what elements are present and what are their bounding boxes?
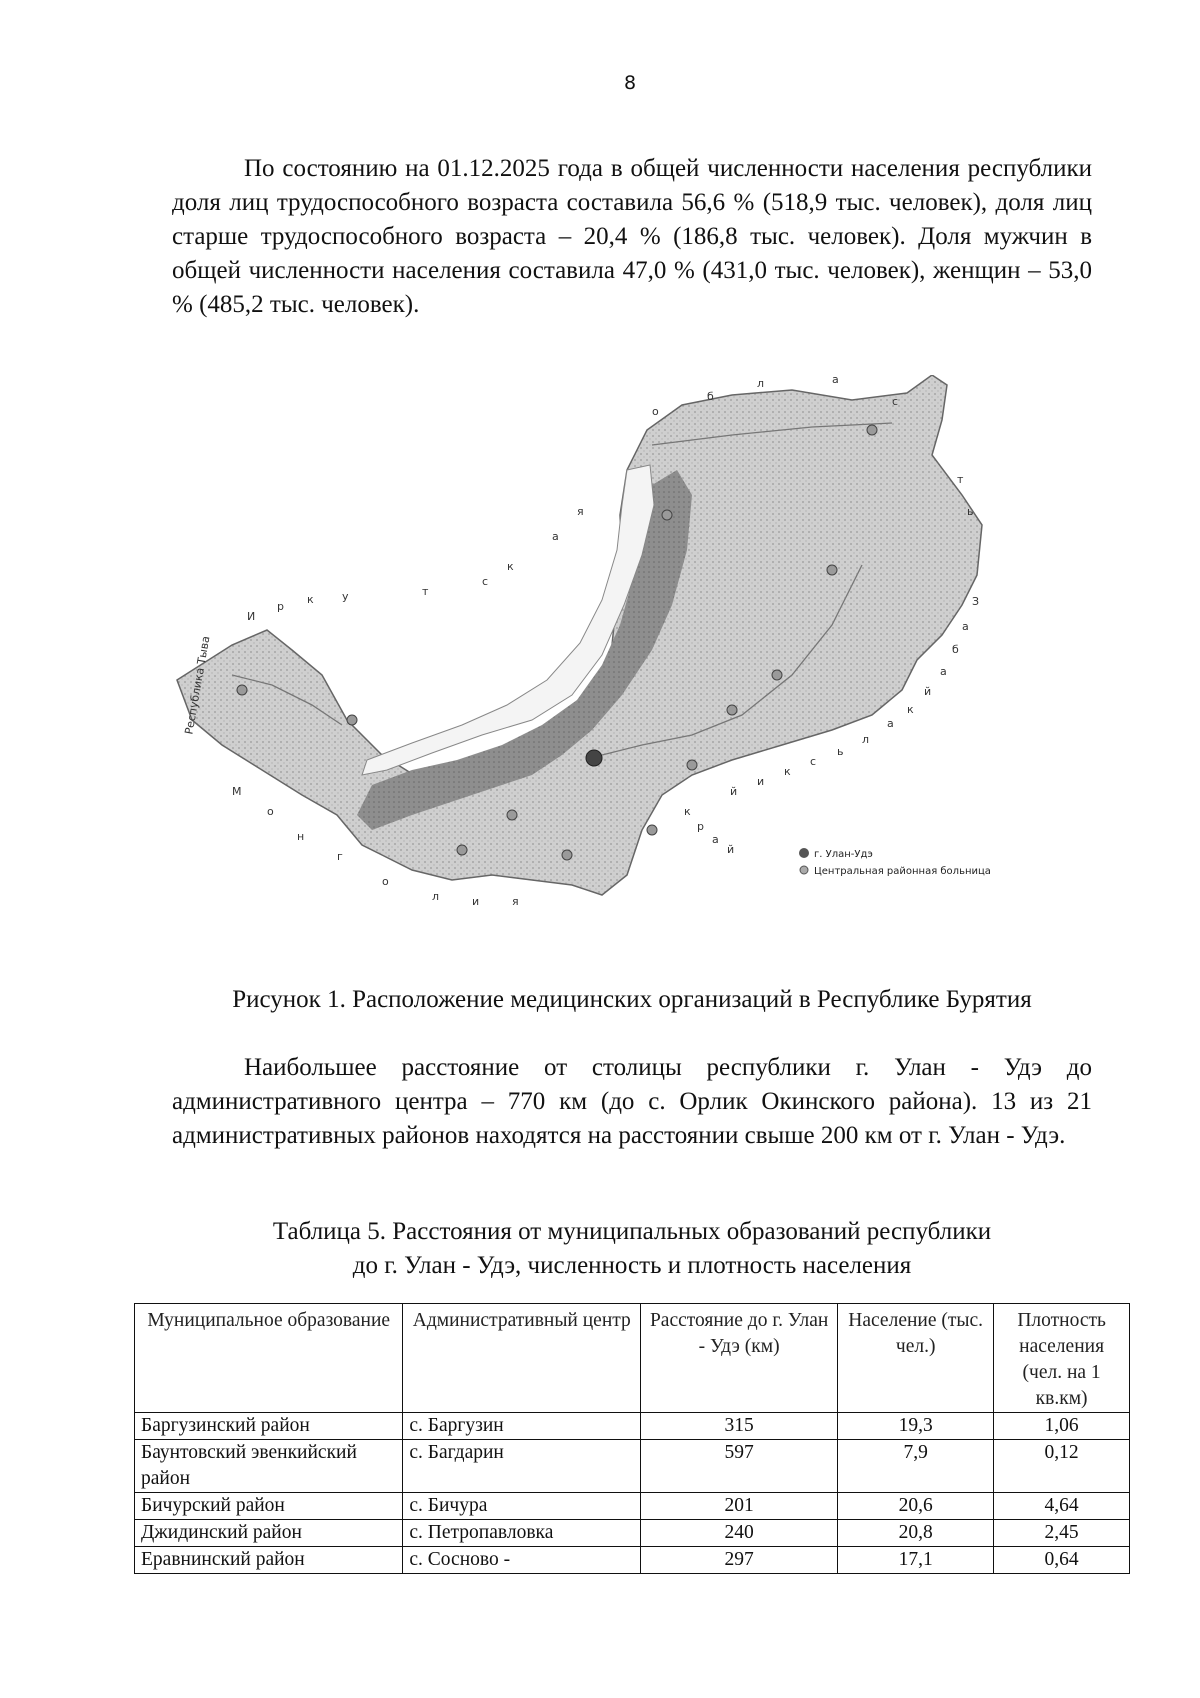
mongolia-letter: и bbox=[472, 895, 480, 908]
cell-population: 7,9 bbox=[838, 1440, 994, 1493]
oblast-letter: ь bbox=[967, 505, 974, 518]
krai-letter: й bbox=[727, 843, 735, 856]
zabaikalsky-letter: а bbox=[940, 665, 947, 678]
cell-distance: 297 bbox=[641, 1547, 838, 1574]
mongolia-letter: г bbox=[337, 850, 343, 863]
cell-municipality: Бичурский район bbox=[135, 1493, 403, 1520]
cell-municipality: Джидинский район bbox=[135, 1520, 403, 1547]
cell-admin-center: с. Петропавловка bbox=[403, 1520, 641, 1547]
buryatia-map bbox=[172, 375, 1092, 967]
header-density: Плотность населения (чел. на 1 кв.км) bbox=[994, 1304, 1130, 1413]
zabaikalsky-letter: к bbox=[784, 765, 791, 778]
legend-hospital-icon bbox=[800, 866, 808, 874]
krai-letter: р bbox=[697, 820, 704, 833]
mongolia-letter: я bbox=[512, 895, 519, 908]
mongolia-letter: М bbox=[232, 785, 242, 798]
irkutsk-letter: а bbox=[552, 530, 559, 543]
zabaikalsky-letter: б bbox=[952, 643, 959, 656]
legend-hospital: Центральная районная больница bbox=[814, 866, 991, 877]
table-title bbox=[172, 1215, 1092, 1283]
header-distance: Расстояние до г. Улан - Удэ (км) bbox=[641, 1304, 838, 1413]
cell-municipality: Баунтовский эвенкийский район bbox=[135, 1440, 403, 1493]
zabaikalsky-letter: л bbox=[862, 733, 870, 746]
ulan-ude-marker bbox=[586, 750, 602, 766]
zabaikalsky-letter: а bbox=[887, 717, 894, 730]
distances-table bbox=[134, 1303, 1130, 1574]
cell-density: 1,06 bbox=[994, 1413, 1130, 1440]
table-header-row bbox=[135, 1304, 1130, 1413]
cell-population: 20,6 bbox=[838, 1493, 994, 1520]
irkutsk-letter: к bbox=[507, 560, 514, 573]
cell-admin-center: с. Сосново - bbox=[403, 1547, 641, 1574]
oblast-letter: л bbox=[757, 377, 765, 390]
page-number: 8 bbox=[623, 72, 637, 94]
zabaikalsky-letter: а bbox=[962, 620, 969, 633]
cell-admin-center: с. Бичура bbox=[403, 1493, 641, 1520]
cell-density: 4,64 bbox=[994, 1493, 1130, 1520]
cell-distance: 315 bbox=[641, 1413, 838, 1440]
cell-density: 0,12 bbox=[994, 1440, 1130, 1493]
zabaikalsky-letter: З bbox=[972, 595, 980, 608]
krai-letter: а bbox=[712, 833, 719, 846]
header-population: Население (тыс. чел.) bbox=[838, 1304, 994, 1413]
zabaikalsky-letter: с bbox=[810, 755, 817, 768]
table-title-line2: до г. Улан - Удэ, численность и плотность населения bbox=[352, 1252, 912, 1279]
cell-density: 2,45 bbox=[994, 1520, 1130, 1547]
oblast-letter: о bbox=[652, 405, 659, 418]
zabaikalsky-letter: й bbox=[730, 785, 738, 798]
krai-letter: к bbox=[684, 805, 691, 818]
irkutsk-letter: у bbox=[342, 590, 349, 603]
table-row bbox=[135, 1520, 1130, 1547]
irkutsk-letter: И bbox=[247, 610, 256, 623]
map-figure bbox=[172, 375, 1092, 967]
header-municipality: Муниципальное образование bbox=[135, 1304, 403, 1413]
label-irkutsk bbox=[247, 505, 584, 623]
irkutsk-letter: я bbox=[577, 505, 584, 518]
oblast-letter: а bbox=[832, 375, 839, 386]
mongolia-letter: н bbox=[297, 830, 305, 843]
paragraph-distances: Наибольшее расстояние от столицы республики г. Улан - Удэ до административного центра – 770 км (до с. Орлик Окинского района). 13 из 21 административных районов находятся на расстоянии свыше 200 км от г. Улан - Удэ. bbox=[172, 1054, 1092, 1149]
table-row bbox=[135, 1440, 1130, 1493]
zabaikalsky-letter: к bbox=[907, 703, 914, 716]
legend-capital: г. Улан-Удэ bbox=[814, 849, 873, 860]
cell-density: 0,64 bbox=[994, 1547, 1130, 1574]
zabaikalsky-letter: ь bbox=[837, 745, 844, 758]
label-krai bbox=[684, 805, 734, 856]
cell-admin-center: с. Багдарин bbox=[403, 1440, 641, 1493]
cell-population: 17,1 bbox=[838, 1547, 994, 1574]
paragraph-population-structure: По состоянию на 01.12.2025 года в общей численности населения республики доля лиц трудоспособного возраста составила 56,6 % (518,9 тыс. человек), доля лиц старше трудоспособного возраста – 20,4 % (186,8 тыс. человек). Доля мужчин в общей численности населения составила 47,0 % (431,0 тыс. человек), женщин – 53,0 % (485,2 тыс. человек). bbox=[172, 155, 1092, 318]
irkutsk-letter: т bbox=[422, 585, 429, 598]
mongolia-letter: о bbox=[267, 805, 274, 818]
zabaikalsky-letter: й bbox=[924, 685, 932, 698]
cell-population: 20,8 bbox=[838, 1520, 994, 1547]
zabaikalsky-letter: и bbox=[757, 775, 765, 788]
mongolia-letter: л bbox=[432, 890, 440, 903]
cell-municipality: Еравнинский район bbox=[135, 1547, 403, 1574]
irkutsk-letter: к bbox=[307, 593, 314, 606]
cell-municipality: Баргузинский район bbox=[135, 1413, 403, 1440]
legend-capital-icon bbox=[799, 848, 809, 858]
irkutsk-letter: с bbox=[482, 575, 489, 588]
cell-distance: 597 bbox=[641, 1440, 838, 1493]
cell-admin-center: с. Баргузин bbox=[403, 1413, 641, 1440]
republic-territory bbox=[177, 375, 982, 895]
irkutsk-letter: р bbox=[277, 600, 284, 613]
cell-distance: 201 bbox=[641, 1493, 838, 1520]
table-row bbox=[135, 1547, 1130, 1574]
cell-distance: 240 bbox=[641, 1520, 838, 1547]
oblast-letter: с bbox=[892, 395, 899, 408]
oblast-letter: б bbox=[707, 390, 714, 403]
mongolia-letter: о bbox=[382, 875, 389, 888]
label-tuva: Республика Тыва bbox=[182, 635, 213, 736]
table-row bbox=[135, 1413, 1130, 1440]
table-row bbox=[135, 1493, 1130, 1520]
cell-population: 19,3 bbox=[838, 1413, 994, 1440]
oblast-letter: т bbox=[957, 473, 964, 486]
header-admin-center: Административный центр bbox=[403, 1304, 641, 1413]
figure-caption: Рисунок 1. Расположение медицинских организаций в Республике Бурятия bbox=[232, 986, 1032, 1013]
table-title-line1: Таблица 5. Расстояния от муниципальных образований республики bbox=[272, 1218, 992, 1245]
